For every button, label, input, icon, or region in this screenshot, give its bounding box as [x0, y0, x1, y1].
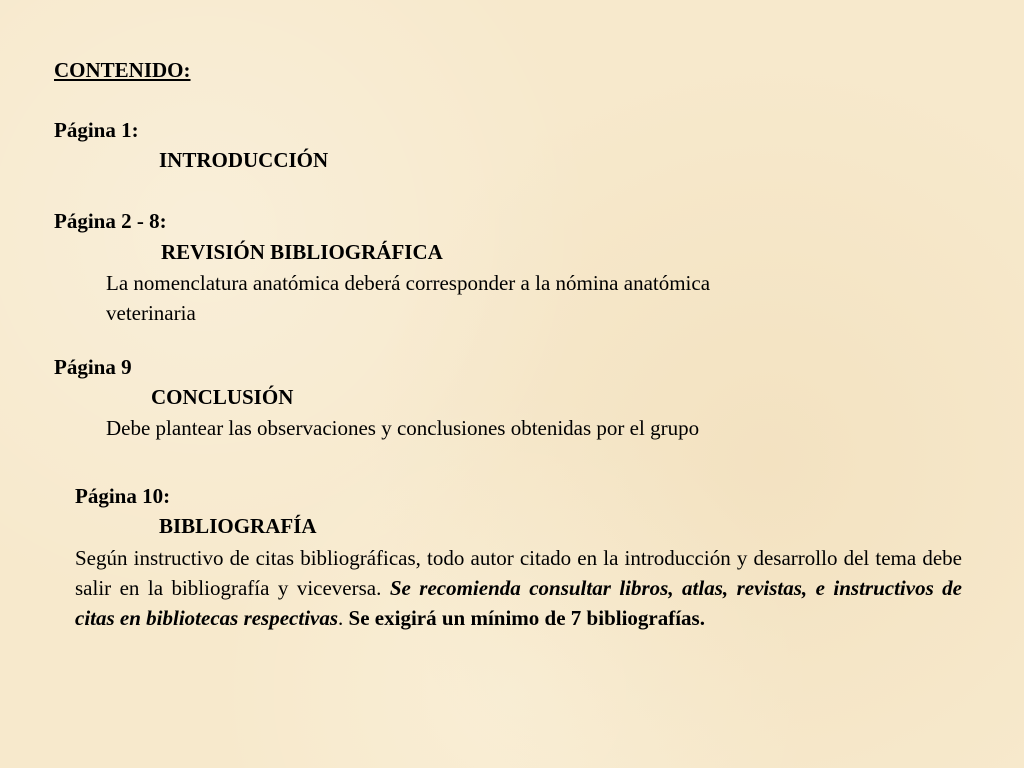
section-3-title: CONCLUSIÓN [151, 385, 294, 409]
section-1-page: Página 1: [54, 118, 139, 142]
section-3-page: Página 9 [54, 355, 132, 379]
section-4-description-bold: Se exigirá un mínimo de 7 bibliografías. [348, 606, 705, 630]
section-2-description-line-1: La nomenclatura anatómica deberá corresponder a la nómina anatómica [106, 271, 711, 295]
section-2-description-line-2: veterinaria [106, 301, 196, 325]
section-4-description-separator: . [338, 606, 344, 630]
section-4-description-bold-italic: Se recomienda consultar libros, atlas, revistas, e instructivos de citas en bibliotecas respectivas [75, 576, 963, 630]
section-2-title: REVISIÓN BIBLIOGRÁFICA [161, 240, 443, 264]
section-4-description [75, 543, 962, 633]
section-4-page: Página 10: [75, 484, 171, 508]
contents-heading: CONTENIDO: [54, 58, 191, 82]
section-3-description: Debe plantear las observaciones y conclusiones obtenidas por el grupo [106, 416, 700, 440]
section-1-title: INTRODUCCIÓN [159, 148, 329, 172]
section-2-page: Página 2 - 8: [54, 209, 167, 233]
section-4-title: BIBLIOGRAFÍA [159, 514, 317, 538]
section-4-description-normal: Según instructivo de citas bibliográficas, todo autor citado en la introducción y desarrollo del tema debe salir en la bibliografía y viceversa. [75, 546, 962, 600]
